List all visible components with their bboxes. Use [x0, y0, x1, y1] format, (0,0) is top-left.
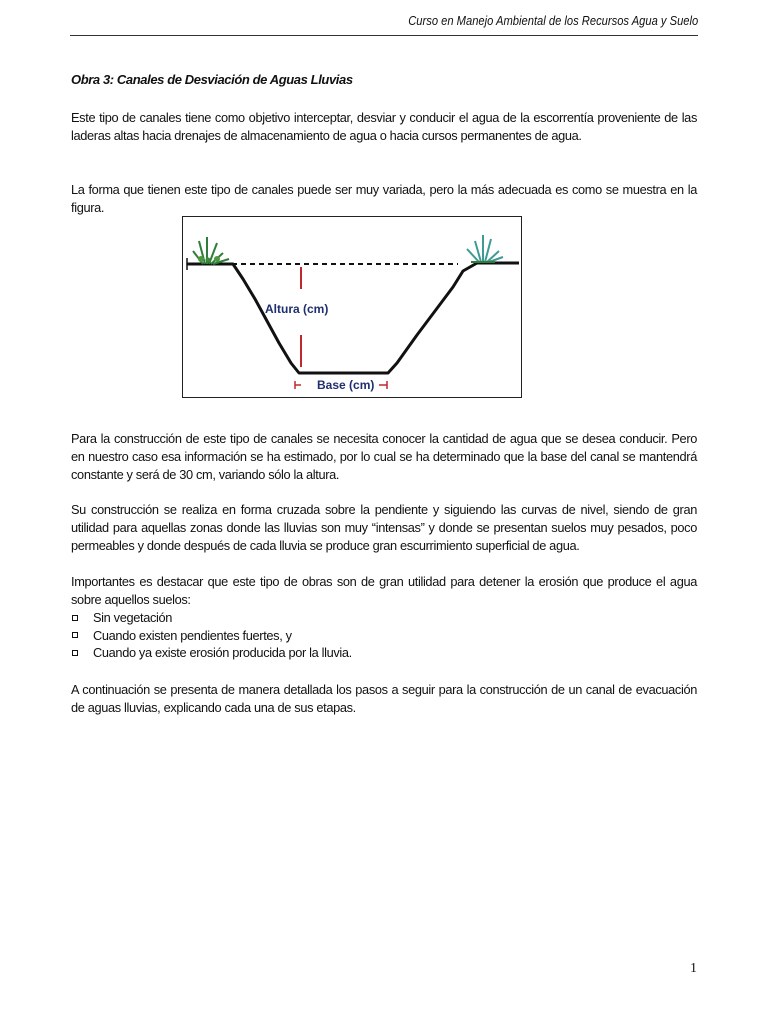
- square-bullet-icon: [72, 650, 78, 656]
- conditions-list: [71, 609, 352, 662]
- paragraph-construction-method: Su construcción se realiza en forma cruzada sobre la pendiente y siguiendo las curvas de nivel, siendo de gran utilidad para aquellas zonas donde las lluvias son muy “intensas” y donde se presentan suelos muy pesados, poco permeables y donde después de cada lluvia se produce gran escurrimiento superficial de agua.: [71, 502, 697, 553]
- list-item: Sin vegetación: [71, 609, 352, 627]
- list-item: Cuando existen pendientes fuertes, y: [71, 627, 352, 645]
- paragraph-importance: Importantes es destacar que este tipo de obras son de gran utilidad para detener la erosión que produce el agua sobre aquellos suelos:: [71, 574, 697, 607]
- paragraph-construction-data: Para la construcción de este tipo de canales se necesita conocer la cantidad de agua que se desea conducir. Pero en nuestro caso esa información se ha estimado, por lo cual se ha determinado que la base del canal se mantendrá constante y será de 30 cm, variando sólo la altura.: [71, 431, 697, 482]
- paragraph-next-steps: A continuación se presenta de manera detallada los pasos a seguir para la construcción de un canal de evacuación de aguas lluvias, explicando cada una de sus etapas.: [71, 682, 697, 715]
- channel-profile: [187, 263, 519, 373]
- running-title: Curso en Manejo Ambiental de los Recursos Agua y Suelo: [407, 13, 698, 28]
- left-plant-icon: [193, 237, 229, 264]
- channel-figure: [182, 216, 522, 398]
- running-header: [70, 12, 698, 36]
- paragraph-shape: La forma que tienen este tipo de canales puede ser muy variada, pero la más adecuada es como se muestra en la figura.: [71, 182, 697, 215]
- square-bullet-icon: [72, 615, 78, 621]
- page-number: 1: [690, 961, 697, 976]
- list-item: Cuando ya existe erosión producida por la lluvia.: [71, 644, 352, 662]
- paragraph-intro: Este tipo de canales tiene como objetivo interceptar, desviar y conducir el agua de la escorrentía proveniente de las laderas altas hacia drenajes de almacenamiento de agua o hacia cursos permanentes de agua.: [71, 110, 697, 143]
- section-title: Obra 3: Canales de Desviación de Aguas Lluvias: [71, 72, 353, 87]
- right-plant-icon: [467, 235, 503, 262]
- height-label: Altura (cm): [265, 302, 329, 316]
- square-bullet-icon: [72, 632, 78, 638]
- channel-cross-section-diagram: [183, 217, 521, 397]
- base-label: Base (cm): [317, 378, 375, 392]
